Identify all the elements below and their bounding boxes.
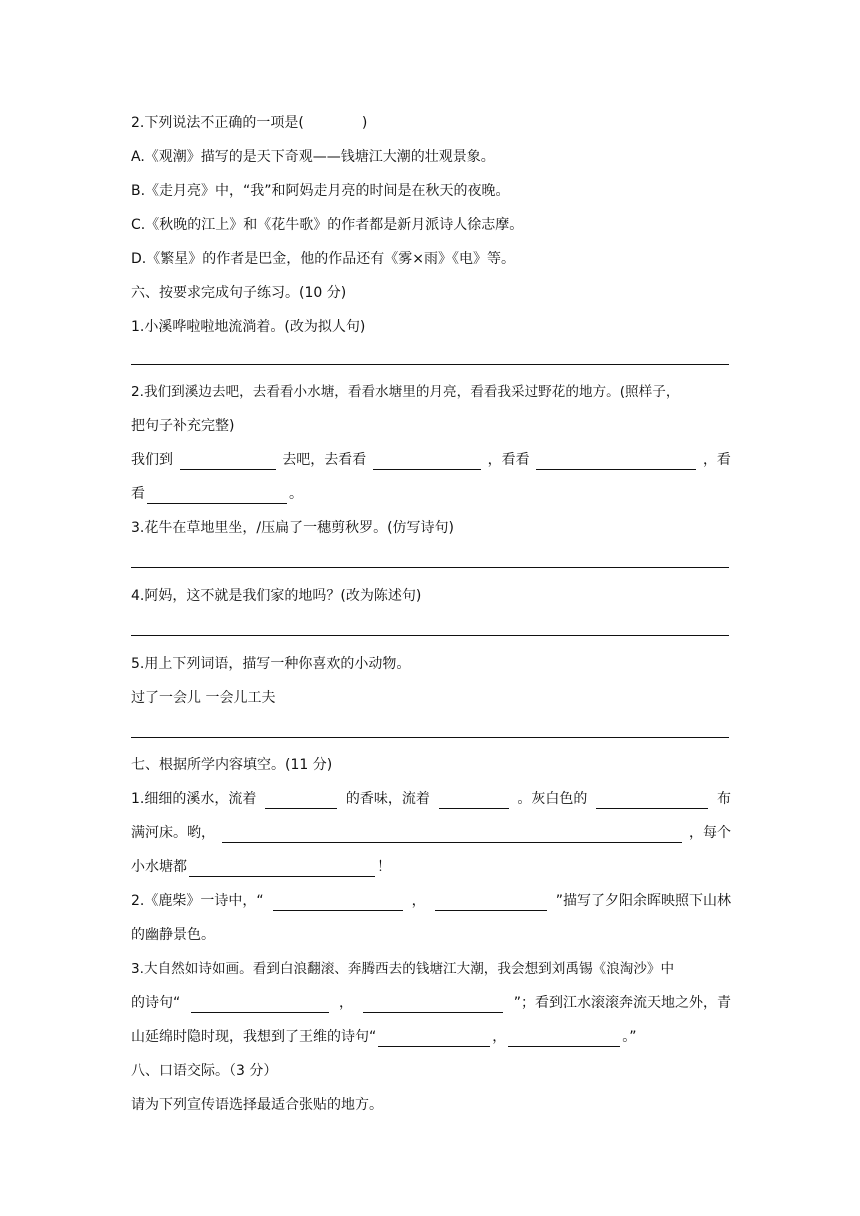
section-8-prompt: 请为下列宣传语选择最适合张贴的地方。 — [131, 1097, 383, 1113]
s7-blank-11[interactable] — [508, 1030, 620, 1047]
s7-q3-text-a: 的诗句“ — [131, 995, 181, 1011]
question-2 — [131, 113, 731, 133]
answer-line-5[interactable] — [131, 737, 729, 738]
blank-2[interactable] — [373, 453, 481, 470]
s7-q2-text-a: 2.《鹿柴》一诗中，“ — [131, 893, 264, 909]
section-7-heading: 七、根据所学内容填空。(11 分) — [131, 757, 333, 773]
fill-text-a: 我们到 — [131, 452, 173, 468]
section-6-heading: 六、按要求完成句子练习。(10 分) — [131, 285, 347, 301]
option-c: C.《秋晚的江上》和《花牛歌》的作者都是新月派诗人徐志摩。 — [131, 217, 524, 233]
option-a: A.《观潮》描写的是天下奇观——钱塘江大潮的壮观景象。 — [131, 149, 495, 165]
s7-blank-1[interactable] — [265, 792, 337, 809]
question-text: 2.下列说法不正确的一项是( — [131, 115, 304, 131]
s7-q1-text-c: 。灰白色的 — [517, 791, 588, 807]
s7-question-1-line2 — [131, 823, 731, 843]
s7-q3-text-b: ， — [338, 995, 353, 1011]
fill-text-c: ，看看 — [487, 452, 530, 468]
s7-q3-text-c: ”；看到江水滚滚奔流天地之外，青 — [513, 995, 731, 1011]
s7-question-1-line1 — [131, 789, 731, 809]
s7-question-3-line2 — [131, 993, 731, 1013]
s7-blank-4[interactable] — [222, 826, 682, 843]
section-8-heading: 八、口语交际。（3 分） — [131, 1063, 278, 1079]
s7-q3-text-d: 山延绵时隐时现，我想到了王维的诗句“ — [131, 1029, 377, 1045]
s6-question-5-words: 过了一会儿 一会儿工夫 — [131, 690, 276, 706]
s7-question-3-line1: 3.大自然如诗如画。看到白浪翻滚、奔腾西去的钱塘江大潮，我会想到刘禹锡《浪淘沙》中 — [131, 961, 675, 977]
answer-line-1[interactable] — [131, 364, 729, 365]
answer-line-3[interactable] — [131, 567, 729, 568]
s7-blank-10[interactable] — [378, 1030, 490, 1047]
option-d: D.《繁星》的作者是巴金，他的作品还有《雾×雨》《电》等。 — [131, 251, 515, 267]
blank-4[interactable] — [147, 487, 287, 504]
s7-question-1-line3 — [131, 857, 731, 877]
fill-text-d: ，看 — [702, 452, 731, 468]
s7-blank-6[interactable] — [273, 894, 403, 911]
s6-question-4: 4.阿妈，这不就是我们家的地吗？(改为陈述句) — [131, 588, 422, 604]
option-b: B.《走月亮》中，“我”和阿妈走月亮的时间是在秋天的夜晚。 — [131, 183, 510, 199]
s6-question-2-line2: 把句子补充完整) — [131, 418, 235, 434]
answer-line-4[interactable] — [131, 635, 729, 636]
s7-blank-8[interactable] — [191, 996, 329, 1013]
fill-text-end: 。 — [289, 486, 303, 502]
close-paren: ) — [361, 115, 368, 131]
s7-blank-9[interactable] — [363, 996, 503, 1013]
s7-q1-text-h: ！ — [377, 859, 391, 875]
s7-q1-text-a: 1.细细的溪水，流着 — [131, 791, 257, 807]
s7-q1-text-g: 小水塘都 — [131, 859, 187, 875]
s6-question-2-fill — [131, 450, 731, 470]
s7-q2-text-c: ”描写了夕阳余晖映照下山林 — [555, 893, 731, 909]
s6-question-2-line1: 2.我们到溪边去吧，去看看小水塘，看看水塘里的月亮，看看我采过野花的地方。(照样子， — [131, 384, 680, 400]
s7-q2-text-b: ， — [411, 893, 426, 909]
s6-question-1: 1.小溪哗啦啦地流淌着。(改为拟人句) — [131, 319, 366, 335]
s6-question-3: 3.花牛在草地里坐，/压扁了一穗剪秋罗。(仿写诗句) — [131, 520, 454, 536]
s7-q1-text-b: 的香味，流着 — [345, 791, 430, 807]
s7-blank-3[interactable] — [596, 792, 708, 809]
s7-question-2-line1 — [131, 891, 731, 911]
s6-question-5: 5.用上下列词语，描写一种你喜欢的小动物。 — [131, 656, 411, 672]
s7-blank-2[interactable] — [439, 792, 509, 809]
fill-text-e: 看 — [131, 486, 145, 502]
blank-3[interactable] — [536, 453, 696, 470]
s7-question-2-line2: 的幽静景色。 — [131, 927, 215, 943]
s7-q3-text-f: 。” — [622, 1029, 637, 1045]
s7-q1-text-d: 布 — [716, 791, 731, 807]
s7-blank-7[interactable] — [435, 894, 547, 911]
blank-1[interactable] — [180, 453, 276, 470]
s7-q1-text-e: 满河床。哟， — [131, 825, 215, 841]
s7-q3-text-e: ， — [492, 1029, 507, 1045]
fill-text-b: 去吧，去看看 — [282, 452, 367, 468]
s7-question-3-line3 — [131, 1027, 731, 1047]
s7-q1-text-f: ，每个 — [689, 825, 731, 841]
s6-question-2-fill-cont — [131, 484, 731, 504]
s7-blank-5[interactable] — [189, 860, 375, 877]
